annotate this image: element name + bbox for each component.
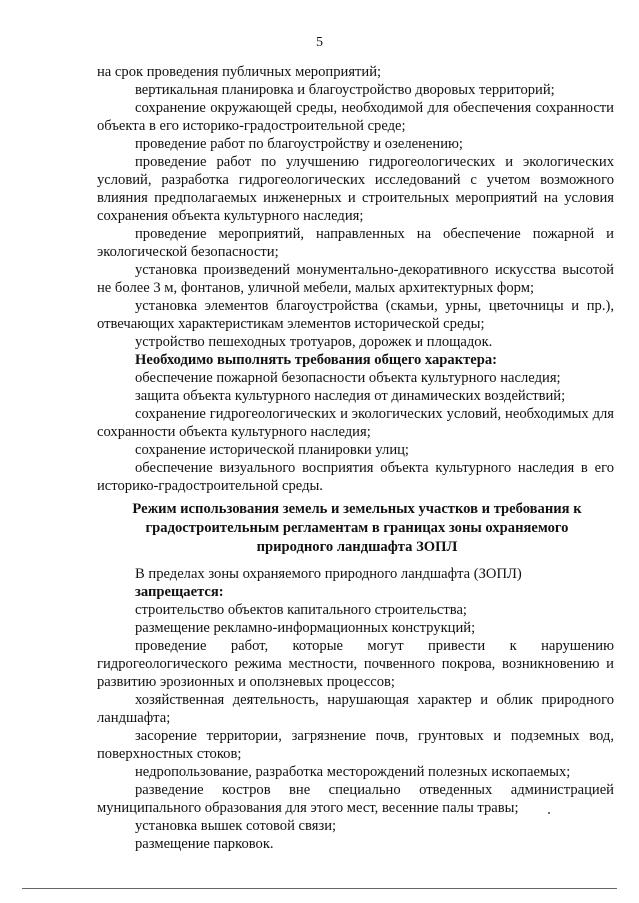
paragraph: проведение работ, которые могут привести к нарушению гидрогеологического режима местности, почвенного покрова, возникновению и развитию эрозионных и оползневых процессов; [97, 638, 614, 690]
intro-paragraph: В пределах зоны охраняемого природного ландшафта (ЗОПЛ) [135, 566, 522, 582]
section-title-line: природного ландшафта ЗОПЛ [256, 539, 458, 555]
section-title [122, 500, 592, 557]
general-requirements-heading: Необходимо выполнять требования общего характера: [135, 352, 498, 368]
page-edge-line [22, 888, 617, 889]
prohibited-heading: запрещается: [135, 584, 224, 600]
paragraph: обеспечение визуального восприятия объекта культурного наследия в его историко-градостроительной среды. [97, 460, 614, 494]
requirements-block [97, 63, 614, 495]
paragraph: строительство объектов капитального строительства; [135, 602, 467, 618]
paragraph: проведение работ по улучшению гидрогеологических и экологических условий, разработка гидрогеологических исследований с учетом возможного влияния предполагаемых инженерных и строительных мероприятий на условия сохранения объекта культурного наследия; [97, 154, 614, 224]
paragraph: установка вышек сотовой связи; [135, 818, 337, 834]
paragraph: устройство пешеходных тротуаров, дорожек и площадок. [135, 334, 493, 350]
zopl-block [97, 565, 614, 853]
paragraph: засорение территории, загрязнение почв, грунтовых и подземных вод, поверхностных стоков; [97, 728, 614, 762]
paragraph: сохранение гидрогеологических и экологических условий, необходимых для сохранности объекта культурного наследия; [97, 406, 614, 440]
paragraph: проведение мероприятий, направленных на обеспечение пожарной и экологической безопасности; [97, 226, 614, 260]
section-title-line: градостроительным регламентам в границах зоны охраняемого [145, 520, 569, 536]
paragraph: размещение парковок. [135, 836, 274, 852]
paragraph: защита объекта культурного наследия от динамических воздействий; [135, 388, 566, 404]
paragraph: сохранение окружающей среды, необходимой для обеспечения сохранности объекта в его историко-градостроительной среде; [97, 100, 614, 134]
paragraph: недропользование, разработка месторождений полезных ископаемых; [135, 764, 571, 780]
paragraph: вертикальная планировка и благоустройство дворовых территорий; [135, 82, 555, 98]
paragraph: установка элементов благоустройства (скамьи, урны, цветочницы и пр.), отвечающих характеристикам элементов исторической среды; [97, 298, 614, 332]
paragraph: обеспечение пожарной безопасности объекта культурного наследия; [135, 370, 561, 386]
paragraph: установка произведений монументально-декоративного искусства высотой не более 3 м, фонтанов, уличной мебели, малых архитектурных форм; [97, 262, 614, 296]
paragraph: сохранение исторической планировки улиц; [135, 442, 409, 458]
paragraph: проведение работ по благоустройству и озеленению; [135, 136, 463, 152]
paragraph: размещение рекламно-информационных конструкций; [135, 620, 476, 636]
page-number: 5 [316, 35, 323, 50]
paragraph: на срок проведения публичных мероприятий; [97, 64, 382, 80]
scan-speck [548, 812, 550, 814]
paragraph: хозяйственная деятельность, нарушающая характер и облик природного ландшафта; [97, 692, 614, 726]
section-title-line: Режим использования земель и земельных участков и требования к [132, 501, 582, 517]
paragraph: разведение костров вне специально отведенных администрацией муниципального образования для этого мест, весенние палы травы; [97, 782, 614, 816]
